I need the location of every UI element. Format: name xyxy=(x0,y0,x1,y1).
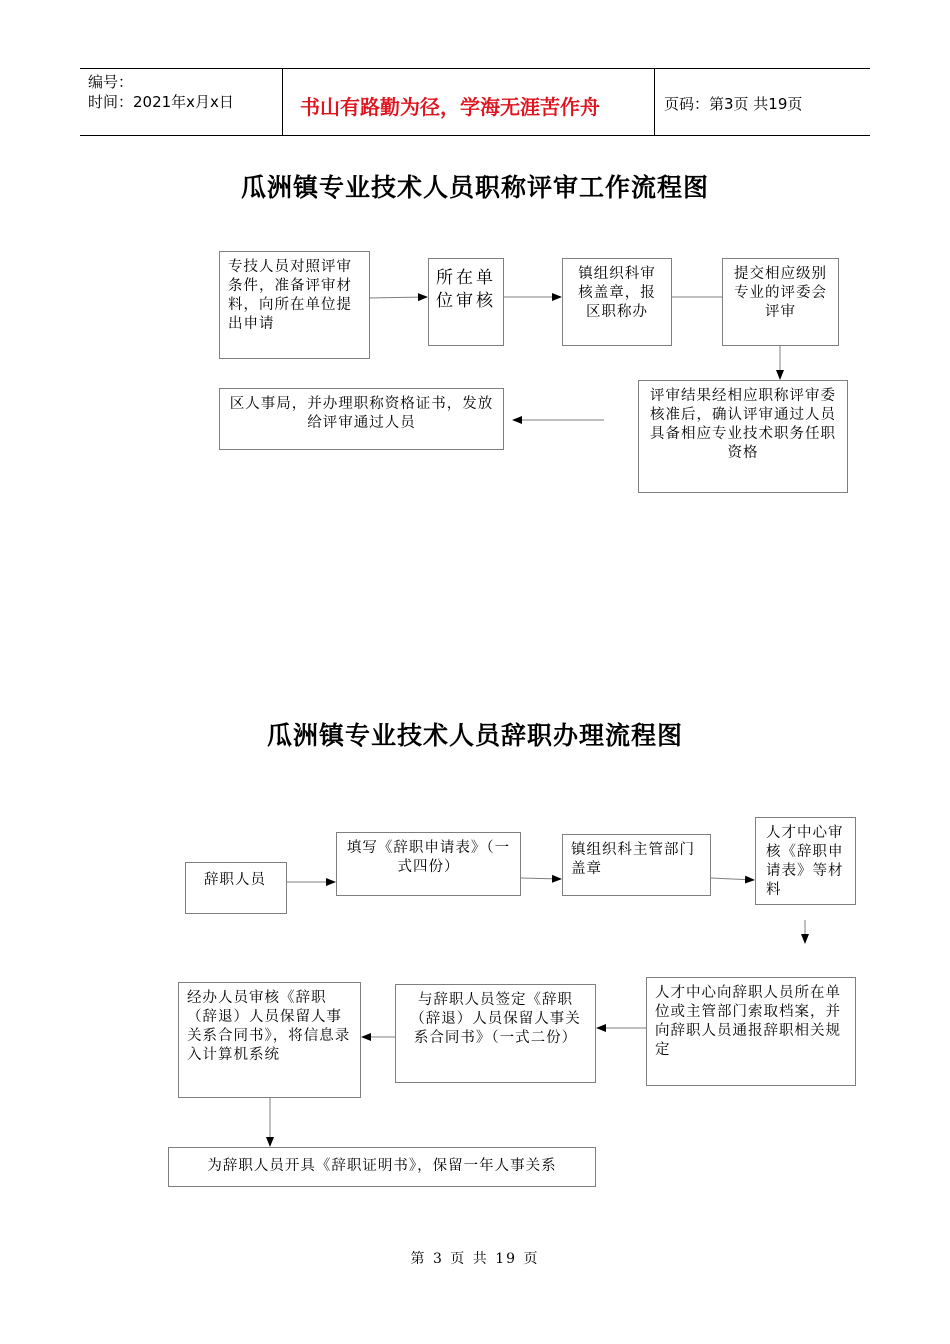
chart2-step-sign-contract: 与辞职人员签定《辞职（辞退）人员保留人事关系合同书》（一式二份） xyxy=(395,984,596,1083)
chart2-arrow-2 xyxy=(521,878,561,879)
chart2-step-fill-form: 填写《辞职申请表》（一式四份） xyxy=(336,832,521,896)
header-motto: 书山有路勤为径，学海无涯苦作舟 xyxy=(300,95,600,119)
chart1-step-certificate: 区人事局，并办理职称资格证书，发放给评审通过人员 xyxy=(219,388,504,450)
chart1-title: 瓜洲镇专业技术人员职称评审工作流程图 xyxy=(240,173,709,202)
chart2-step-get-archive: 人才中心向辞职人员所在单位或主管部门索取档案，并向辞职人员通报辞职相关规定 xyxy=(646,977,856,1086)
chart2-step-town-stamp: 镇组织科主管部门盖章 xyxy=(562,834,711,896)
chart2-title: 瓜洲镇专业技术人员辞职办理流程图 xyxy=(266,721,683,750)
chart2-step-talent-review: 人才中心审核《辞职申请表》等材料 xyxy=(755,817,856,905)
page-footer: 第 3 页 共 19 页 xyxy=(410,1251,540,1267)
chart2-step-issue-certificate: 为辞职人员开具《辞职证明书》，保留一年人事关系 xyxy=(168,1147,596,1187)
chart1-arrow-1 xyxy=(370,297,427,298)
chart2-step-enter-system: 经办人员审核《辞职（辞退）人员保留人事关系合同书》，将信息录入计算机系统 xyxy=(178,982,361,1098)
chart1-step-apply: 专技人员对照评审条件，准备评审材料，向所在单位提出申请 xyxy=(219,251,370,359)
chart1-step-result: 评审结果经相应职称评审委核准后，确认评审通过人员具备相应专业技术职务任职资格 xyxy=(638,380,848,493)
chart1-step-unit-review: 所在单位审核 xyxy=(428,258,504,346)
chart1-step-town-review: 镇组织科审核盖章，报区职称办 xyxy=(562,258,672,346)
document-time-label: 时间：2021年x月x日 xyxy=(88,93,234,111)
chart2-arrow-3 xyxy=(711,878,754,880)
header-page-info: 页码：第3页 共19页 xyxy=(664,95,803,113)
chart1-step-committee: 提交相应级别专业的评委会评审 xyxy=(722,258,839,346)
document-number-label: 编号： xyxy=(88,73,134,91)
chart2-step-resign-person: 辞职人员 xyxy=(185,862,287,914)
